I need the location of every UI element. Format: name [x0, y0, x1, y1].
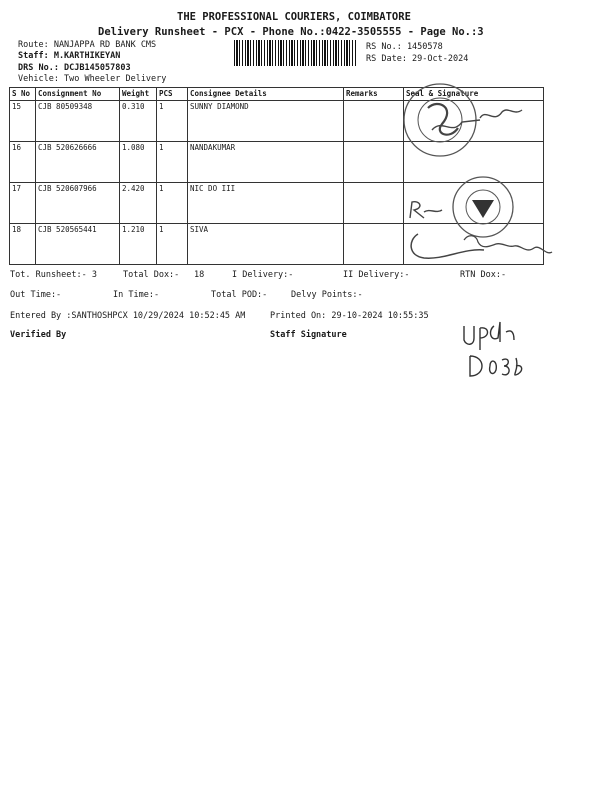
- cell-weight: 1.080: [120, 142, 157, 183]
- staff-label: Staff: M.KARTHIKEYAN: [18, 51, 121, 61]
- cell-consignee: SUNNY DIAMOND: [188, 101, 344, 142]
- printed-on: Printed On: 29-10-2024 10:55:35: [270, 311, 429, 321]
- col-consignee: Consignee Details: [188, 88, 344, 101]
- entered-by: Entered By :SANTHOSHPCX 10/29/2024 10:52:45 AM: [10, 311, 246, 321]
- cell-remarks: [344, 224, 404, 265]
- i-delivery: I Delivery:-: [232, 270, 294, 280]
- rs-number: RS No.: 1450578: [366, 42, 443, 52]
- cell-pcs: 1: [157, 142, 188, 183]
- cell-sno: 18: [10, 224, 36, 265]
- verified-by: Verified By: [10, 330, 67, 340]
- total-pod: Total POD:-: [211, 290, 268, 300]
- barcode: [234, 40, 356, 66]
- col-weight: Weight: [120, 88, 157, 101]
- cell-pcs: 1: [157, 183, 188, 224]
- cell-remarks: [344, 101, 404, 142]
- drs-number: DRS No.: DCJB145057803: [18, 63, 131, 73]
- cell-sno: 16: [10, 142, 36, 183]
- col-consignment: Consignment No: [36, 88, 120, 101]
- cell-weight: 2.420: [120, 183, 157, 224]
- cell-pcs: 1: [157, 224, 188, 265]
- route-label: Route: NANJAPPA RD BANK CMS: [18, 40, 157, 50]
- col-sno: S No: [10, 88, 36, 101]
- cell-consignment: CJB 520626666: [36, 142, 120, 183]
- out-time: Out Time:-: [10, 290, 62, 300]
- cell-remarks: [344, 142, 404, 183]
- cell-consignee: SIVA: [188, 224, 344, 265]
- cell-remarks: [344, 183, 404, 224]
- cell-consignment: CJB 520607966: [36, 183, 120, 224]
- ii-delivery: II Delivery:-: [343, 270, 410, 280]
- delvy-points: Delvy Points:-: [291, 290, 363, 300]
- cell-sno: 15: [10, 101, 36, 142]
- rs-date: RS Date: 29-Oct-2024: [366, 54, 469, 64]
- vehicle-label: Vehicle: Two Wheeler Delivery: [18, 74, 167, 84]
- cell-consignee: NIC DO III: [188, 183, 344, 224]
- col-pcs: PCS: [157, 88, 188, 101]
- in-time: In Time:-: [113, 290, 160, 300]
- cell-consignee: NANDAKUMAR: [188, 142, 344, 183]
- company-name: THE PROFESSIONAL COURIERS, COIMBATORE: [177, 11, 411, 23]
- total-dox-label: Total Dox:-: [123, 270, 180, 280]
- staff-signature-label: Staff Signature: [270, 330, 347, 340]
- cell-consignment: CJB 520565441: [36, 224, 120, 265]
- cell-weight: 0.310: [120, 101, 157, 142]
- cell-weight: 1.210: [120, 224, 157, 265]
- cell-pcs: 1: [157, 101, 188, 142]
- total-dox-value: 18: [194, 270, 205, 280]
- runsheet-title: Delivery Runsheet - PCX - Phone No.:0422-3505555 - Page No.:3: [98, 26, 484, 38]
- col-seal-signature: Seal & Signature: [404, 88, 544, 101]
- cell-sno: 17: [10, 183, 36, 224]
- cell-consignment: CJB 80509348: [36, 101, 120, 142]
- tot-runsheet: Tot. Runsheet:- 3: [10, 270, 97, 280]
- col-remarks: Remarks: [344, 88, 404, 101]
- rtn-dox: RTN Dox:-: [460, 270, 507, 280]
